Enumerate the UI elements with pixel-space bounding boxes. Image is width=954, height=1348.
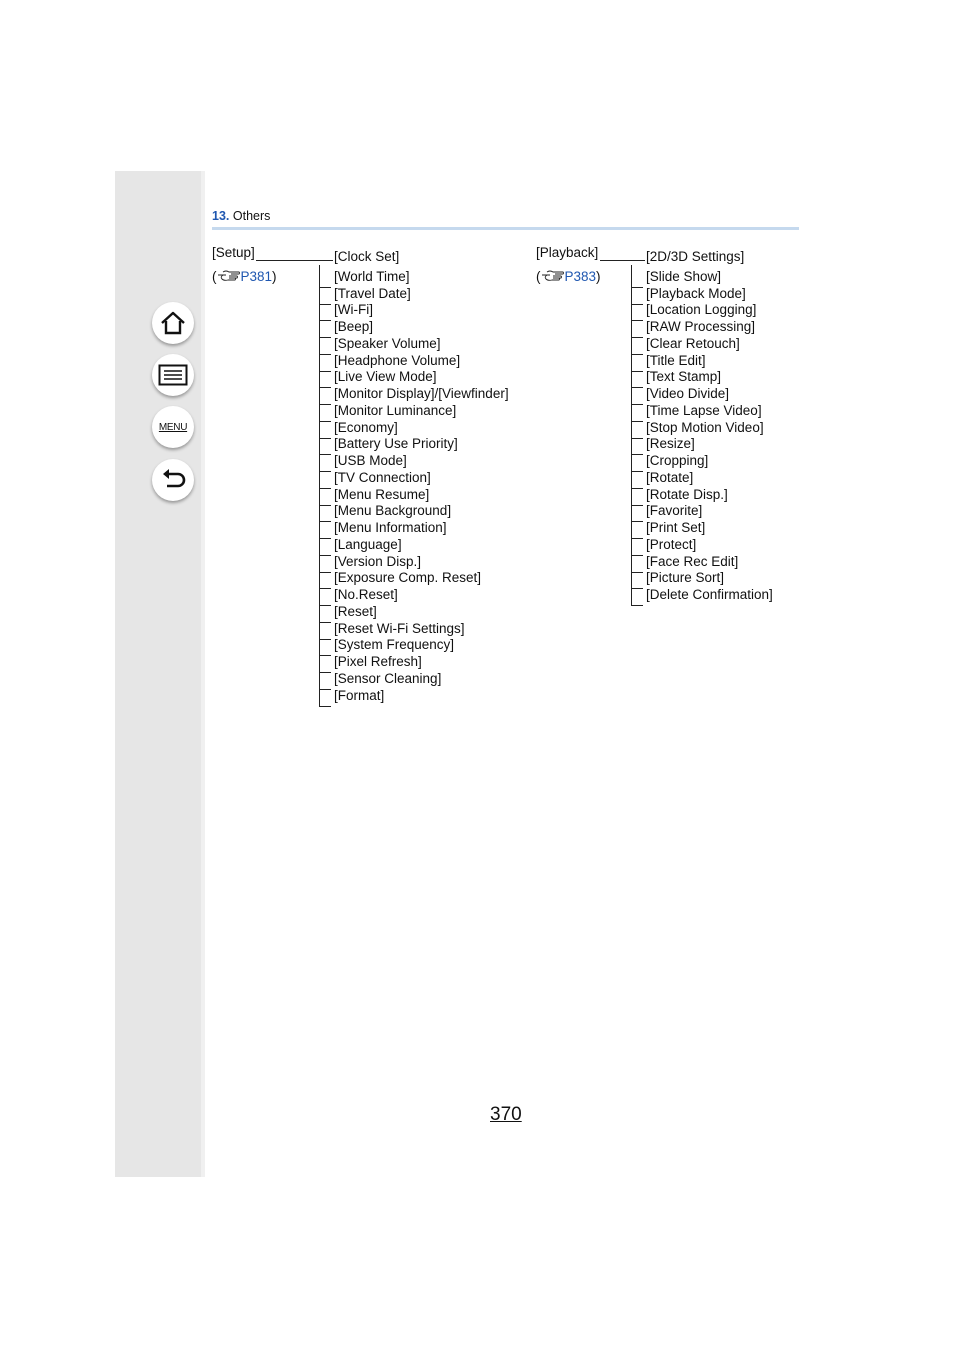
page-number: 370 (490, 1104, 522, 1125)
chapter-number: 13. (212, 209, 230, 223)
setup-page-link[interactable]: P381 (240, 269, 273, 284)
menu-item: [No.Reset] (334, 587, 398, 602)
chapter-header (212, 209, 270, 223)
menu-item: [Clock Set] (334, 249, 400, 264)
menu-item: [TV Connection] (334, 469, 431, 485)
tree-branch (319, 387, 331, 388)
tree-branch (631, 320, 643, 321)
menu-item: [Delete Confirmation] (646, 587, 773, 602)
menu-label: MENU (158, 421, 188, 433)
home-icon (159, 309, 187, 337)
tree-branch (631, 421, 643, 422)
menu-item: [Video Divide] (646, 386, 730, 401)
tree-branch (631, 538, 643, 539)
menu-item: [Travel Date] (334, 285, 411, 301)
list-icon (158, 364, 188, 386)
tree-branch (319, 605, 331, 606)
menu-item: [Live View Mode] (334, 369, 437, 385)
tree-branch (631, 371, 643, 372)
menu-item: [Stop Motion Video] (646, 419, 764, 435)
tree-branch (631, 471, 643, 472)
tree-branch (631, 387, 643, 388)
menu-item: [Monitor Display]/[Viewfinder] (334, 386, 509, 401)
ref-close: ) (272, 269, 277, 284)
menu-item: [Clear Retouch] (646, 335, 740, 351)
menu-item: [Menu Information] (334, 520, 447, 535)
menu-item: [Beep] (334, 319, 374, 334)
chapter-title: Others (232, 209, 271, 223)
menu-item: [Version Disp.] (334, 553, 422, 569)
back-button[interactable] (152, 459, 194, 501)
tree-branch (319, 304, 331, 305)
tree-branch (319, 320, 331, 321)
tree-branch (319, 471, 331, 472)
menu-button[interactable] (152, 406, 194, 448)
tree-branch (631, 354, 643, 355)
tree-branch (631, 337, 643, 338)
tree-branch (319, 404, 331, 405)
menu-item: [World Time] (334, 268, 410, 284)
tree-branch (631, 287, 643, 288)
menu-item: [Picture Sort] (646, 570, 725, 586)
menu-item: [Pixel Refresh] (334, 654, 422, 669)
tree-branch (631, 588, 643, 589)
menu-item: [Protect] (646, 536, 697, 552)
tree-branch (319, 689, 331, 690)
pointing-hand-icon (217, 269, 241, 283)
tree-branch (631, 304, 643, 305)
menu-item: [Slide Show] (646, 268, 722, 284)
header-rule (212, 227, 799, 230)
menu-item: [Economy] (334, 419, 398, 435)
menu-item: [USB Mode] (334, 453, 407, 468)
menu-item: [Face Rec Edit] (646, 553, 739, 569)
tree-branch (631, 521, 643, 522)
menu-item: [Print Set] (646, 520, 706, 535)
tree-connector (256, 260, 333, 261)
tree-branch (319, 438, 331, 439)
menu-item: [2D/3D Settings] (646, 249, 745, 264)
tree-branch (319, 354, 331, 355)
menu-item: [Rotate] (646, 469, 694, 485)
tree-branch (319, 622, 331, 623)
tree-branch (631, 454, 643, 455)
tree-branch (319, 555, 331, 556)
tree-branch (319, 672, 331, 673)
home-button[interactable] (152, 302, 194, 344)
tree-branch (319, 639, 331, 640)
menu-item: [Resize] (646, 436, 695, 452)
tree-branch (319, 421, 331, 422)
tree-branch (631, 438, 643, 439)
tree-branch (319, 454, 331, 455)
tree-branch (319, 572, 331, 573)
menu-item: [Format] (334, 687, 385, 703)
menu-item: [Speaker Volume] (334, 335, 441, 351)
tree-branch (631, 555, 643, 556)
playback-label: [Playback] (536, 245, 599, 260)
tree-branch (319, 588, 331, 589)
menu-item: [Reset Wi-Fi Settings] (334, 620, 465, 636)
tree-branch (319, 706, 331, 707)
menu-item: [Playback Mode] (646, 285, 746, 301)
contents-button[interactable] (152, 354, 194, 396)
menu-item: [Time Lapse Video] (646, 402, 762, 418)
playback-reference[interactable] (536, 269, 601, 284)
menu-item: [Reset] (334, 603, 377, 619)
menu-item: [Menu Background] (334, 503, 452, 519)
menu-item: [Cropping] (646, 453, 709, 468)
tree-branch (631, 505, 643, 506)
menu-item: [Wi-Fi] (334, 302, 373, 318)
ref-open: ( (212, 269, 217, 284)
tree-branch (319, 488, 331, 489)
tree-branch (319, 521, 331, 522)
tree-branch (319, 337, 331, 338)
menu-item: [Language] (334, 536, 402, 552)
menu-item: [Rotate Disp.] (646, 486, 728, 502)
return-icon (159, 466, 187, 494)
tree-branch (631, 488, 643, 489)
tree-branch (631, 572, 643, 573)
setup-reference[interactable] (212, 269, 277, 284)
tree-branch (631, 605, 643, 606)
tree-branch (319, 538, 331, 539)
menu-item: [Favorite] (646, 503, 703, 519)
playback-page-link[interactable]: P383 (564, 269, 597, 284)
tree-connector (600, 260, 645, 261)
tree-branch (319, 505, 331, 506)
tree-branch (319, 371, 331, 372)
ref-close: ) (596, 269, 601, 284)
sidebar-divider (201, 171, 205, 1177)
tree-branch (319, 287, 331, 288)
ref-open: ( (536, 269, 541, 284)
menu-item: [Battery Use Priority] (334, 436, 458, 452)
menu-item: [Exposure Comp. Reset] (334, 570, 482, 586)
menu-item: [Text Stamp] (646, 369, 722, 385)
setup-label: [Setup] (212, 245, 255, 260)
menu-item: [Title Edit] (646, 352, 706, 368)
menu-item: [Headphone Volume] (334, 352, 461, 368)
menu-item: [RAW Processing] (646, 319, 756, 334)
menu-item: [Menu Resume] (334, 486, 430, 502)
menu-item: [System Frequency] (334, 637, 455, 653)
tree-branch (319, 655, 331, 656)
tree-branch (631, 404, 643, 405)
menu-item: [Monitor Luminance] (334, 402, 457, 418)
menu-item: [Sensor Cleaning] (334, 670, 442, 686)
menu-item: [Location Logging] (646, 302, 757, 318)
pointing-hand-icon (541, 269, 565, 283)
